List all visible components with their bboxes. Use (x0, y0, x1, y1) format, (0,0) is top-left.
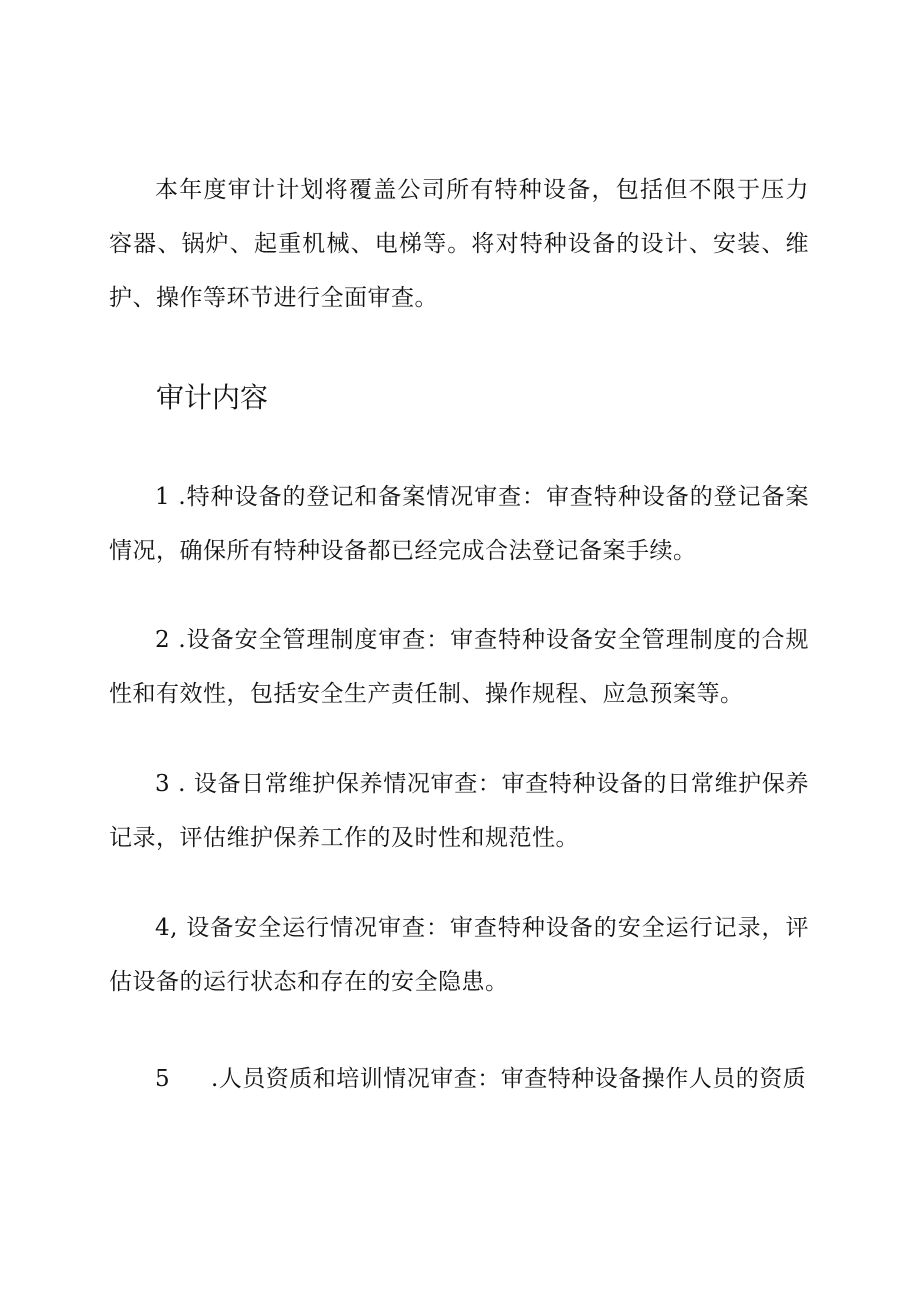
audit-item-1 (109, 470, 809, 578)
item-text: 特种设备的登记和备案情况审查：审查特种设备的登记备案情况，确保所有特种设备都已经完成合法登记备案手续。 (109, 484, 809, 564)
intro-paragraph: 本年度审计计划将覆盖公司所有特种设备，包括但不限于压力容器、锅炉、起重机械、电梯等。将对特种设备的设计、安装、维护、操作等环节进行全面审查。 (109, 177, 809, 311)
item-number: 3 . (155, 771, 194, 797)
item-text: 设备安全管理制度审查：审查特种设备安全管理制度的合规性和有效性，包括安全生产责任制、操作规程、应急预案等。 (109, 627, 809, 707)
audit-item-3 (109, 757, 809, 865)
item-text: 设备日常维护保养情况审查：审查特种设备的日常维护保养记录，评估维护保养工作的及时性和规范性。 (109, 771, 810, 851)
audit-item-2 (109, 613, 809, 721)
section-heading: 审计内容 (156, 381, 269, 414)
item-number: 4, (155, 915, 187, 941)
audit-item-5 (109, 1052, 809, 1106)
audit-item-4 (109, 901, 809, 1009)
item-text: .人员资质和培训情况审查：审查特种设备操作人员的资质 (211, 1066, 807, 1092)
item-number: 1 . (155, 484, 187, 510)
item-text: 设备安全运行情况审查：审查特种设备的安全运行记录，评估设备的运行状态和存在的安全隐患。 (109, 915, 809, 995)
item-number: 5 (155, 1066, 171, 1092)
item-number: 2 . (155, 627, 187, 653)
